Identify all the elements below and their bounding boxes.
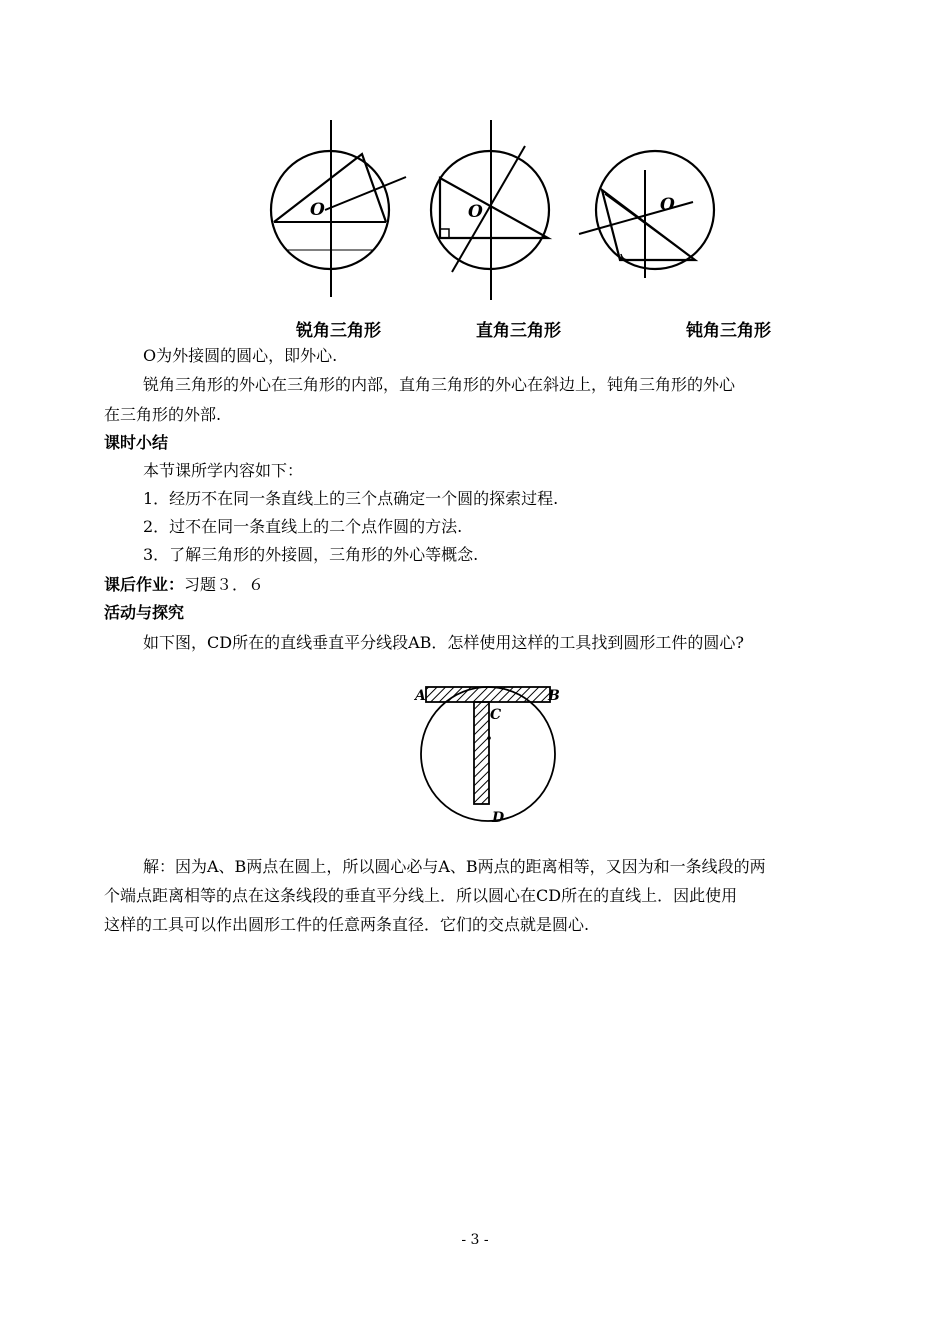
summary-item-3: 3．了解三角形的外接圆，三角形的外心等概念. xyxy=(143,545,479,564)
caption-obtuse: 钝角三角形 xyxy=(686,321,771,341)
label-b: B xyxy=(548,688,560,704)
circumcenter-figures xyxy=(255,110,735,310)
point-label-o-1: O xyxy=(310,200,325,220)
page-number: - 3 - xyxy=(461,1232,489,1248)
label-d: D xyxy=(492,810,505,826)
paragraph-circumcenter: O为外接圆的圆心，即外心. xyxy=(143,346,338,365)
paragraph-conclusion-2: 在三角形的外部. xyxy=(104,405,222,424)
acute-triangle-diagram xyxy=(271,120,406,297)
summary-intro: 本节课所学内容如下： xyxy=(143,461,304,480)
caption-right: 直角三角形 xyxy=(476,321,561,341)
t-square-stem xyxy=(474,702,489,804)
obtuse-triangle-diagram xyxy=(579,151,714,278)
answer-line-1: 解：因为A、B两点在圆上，所以圆心必与A、B两点的距离相等，又因为和一条线段的两 xyxy=(143,857,766,876)
homework-text: 习题３．６ xyxy=(184,575,265,594)
right-triangle-diagram xyxy=(431,120,549,300)
heading-homework: 课后作业： xyxy=(104,575,185,594)
answer-line-2: 个端点距离相等的点在这条线段的垂直平分线上．所以圆心在CD所在的直线上．因此使用 xyxy=(104,886,738,905)
homework-line xyxy=(104,574,950,596)
t-square-crossbar xyxy=(426,687,550,702)
answer-line-3: 这样的工具可以作出圆形工件的任意两条直径．它们的交点就是圆心. xyxy=(104,915,590,934)
heading-summary: 课时小结 xyxy=(104,433,169,452)
summary-item-2: 2．过不在同一条直线上的二个点作圆的方法. xyxy=(143,517,463,536)
summary-item-1: 1．经历不在同一条直线上的三个点确定一个圆的探索过程. xyxy=(143,489,559,508)
caption-acute: 锐角三角形 xyxy=(296,321,381,341)
heading-activity: 活动与探究 xyxy=(104,603,185,622)
label-c: C xyxy=(490,707,502,723)
paragraph-conclusion-1: 锐角三角形的外心在三角形的内部，直角三角形的外心在斜边上，钝角三角形的外心 xyxy=(143,375,736,394)
point-label-o-2: O xyxy=(468,202,483,222)
activity-question: 如下图，CD所在的直线垂直平分线段AB．怎样使用这样的工具找到圆形工件的圆心? xyxy=(143,633,744,652)
t-square-figure xyxy=(405,676,580,826)
label-a: A xyxy=(415,688,426,704)
point-label-o-3: O xyxy=(660,195,675,215)
